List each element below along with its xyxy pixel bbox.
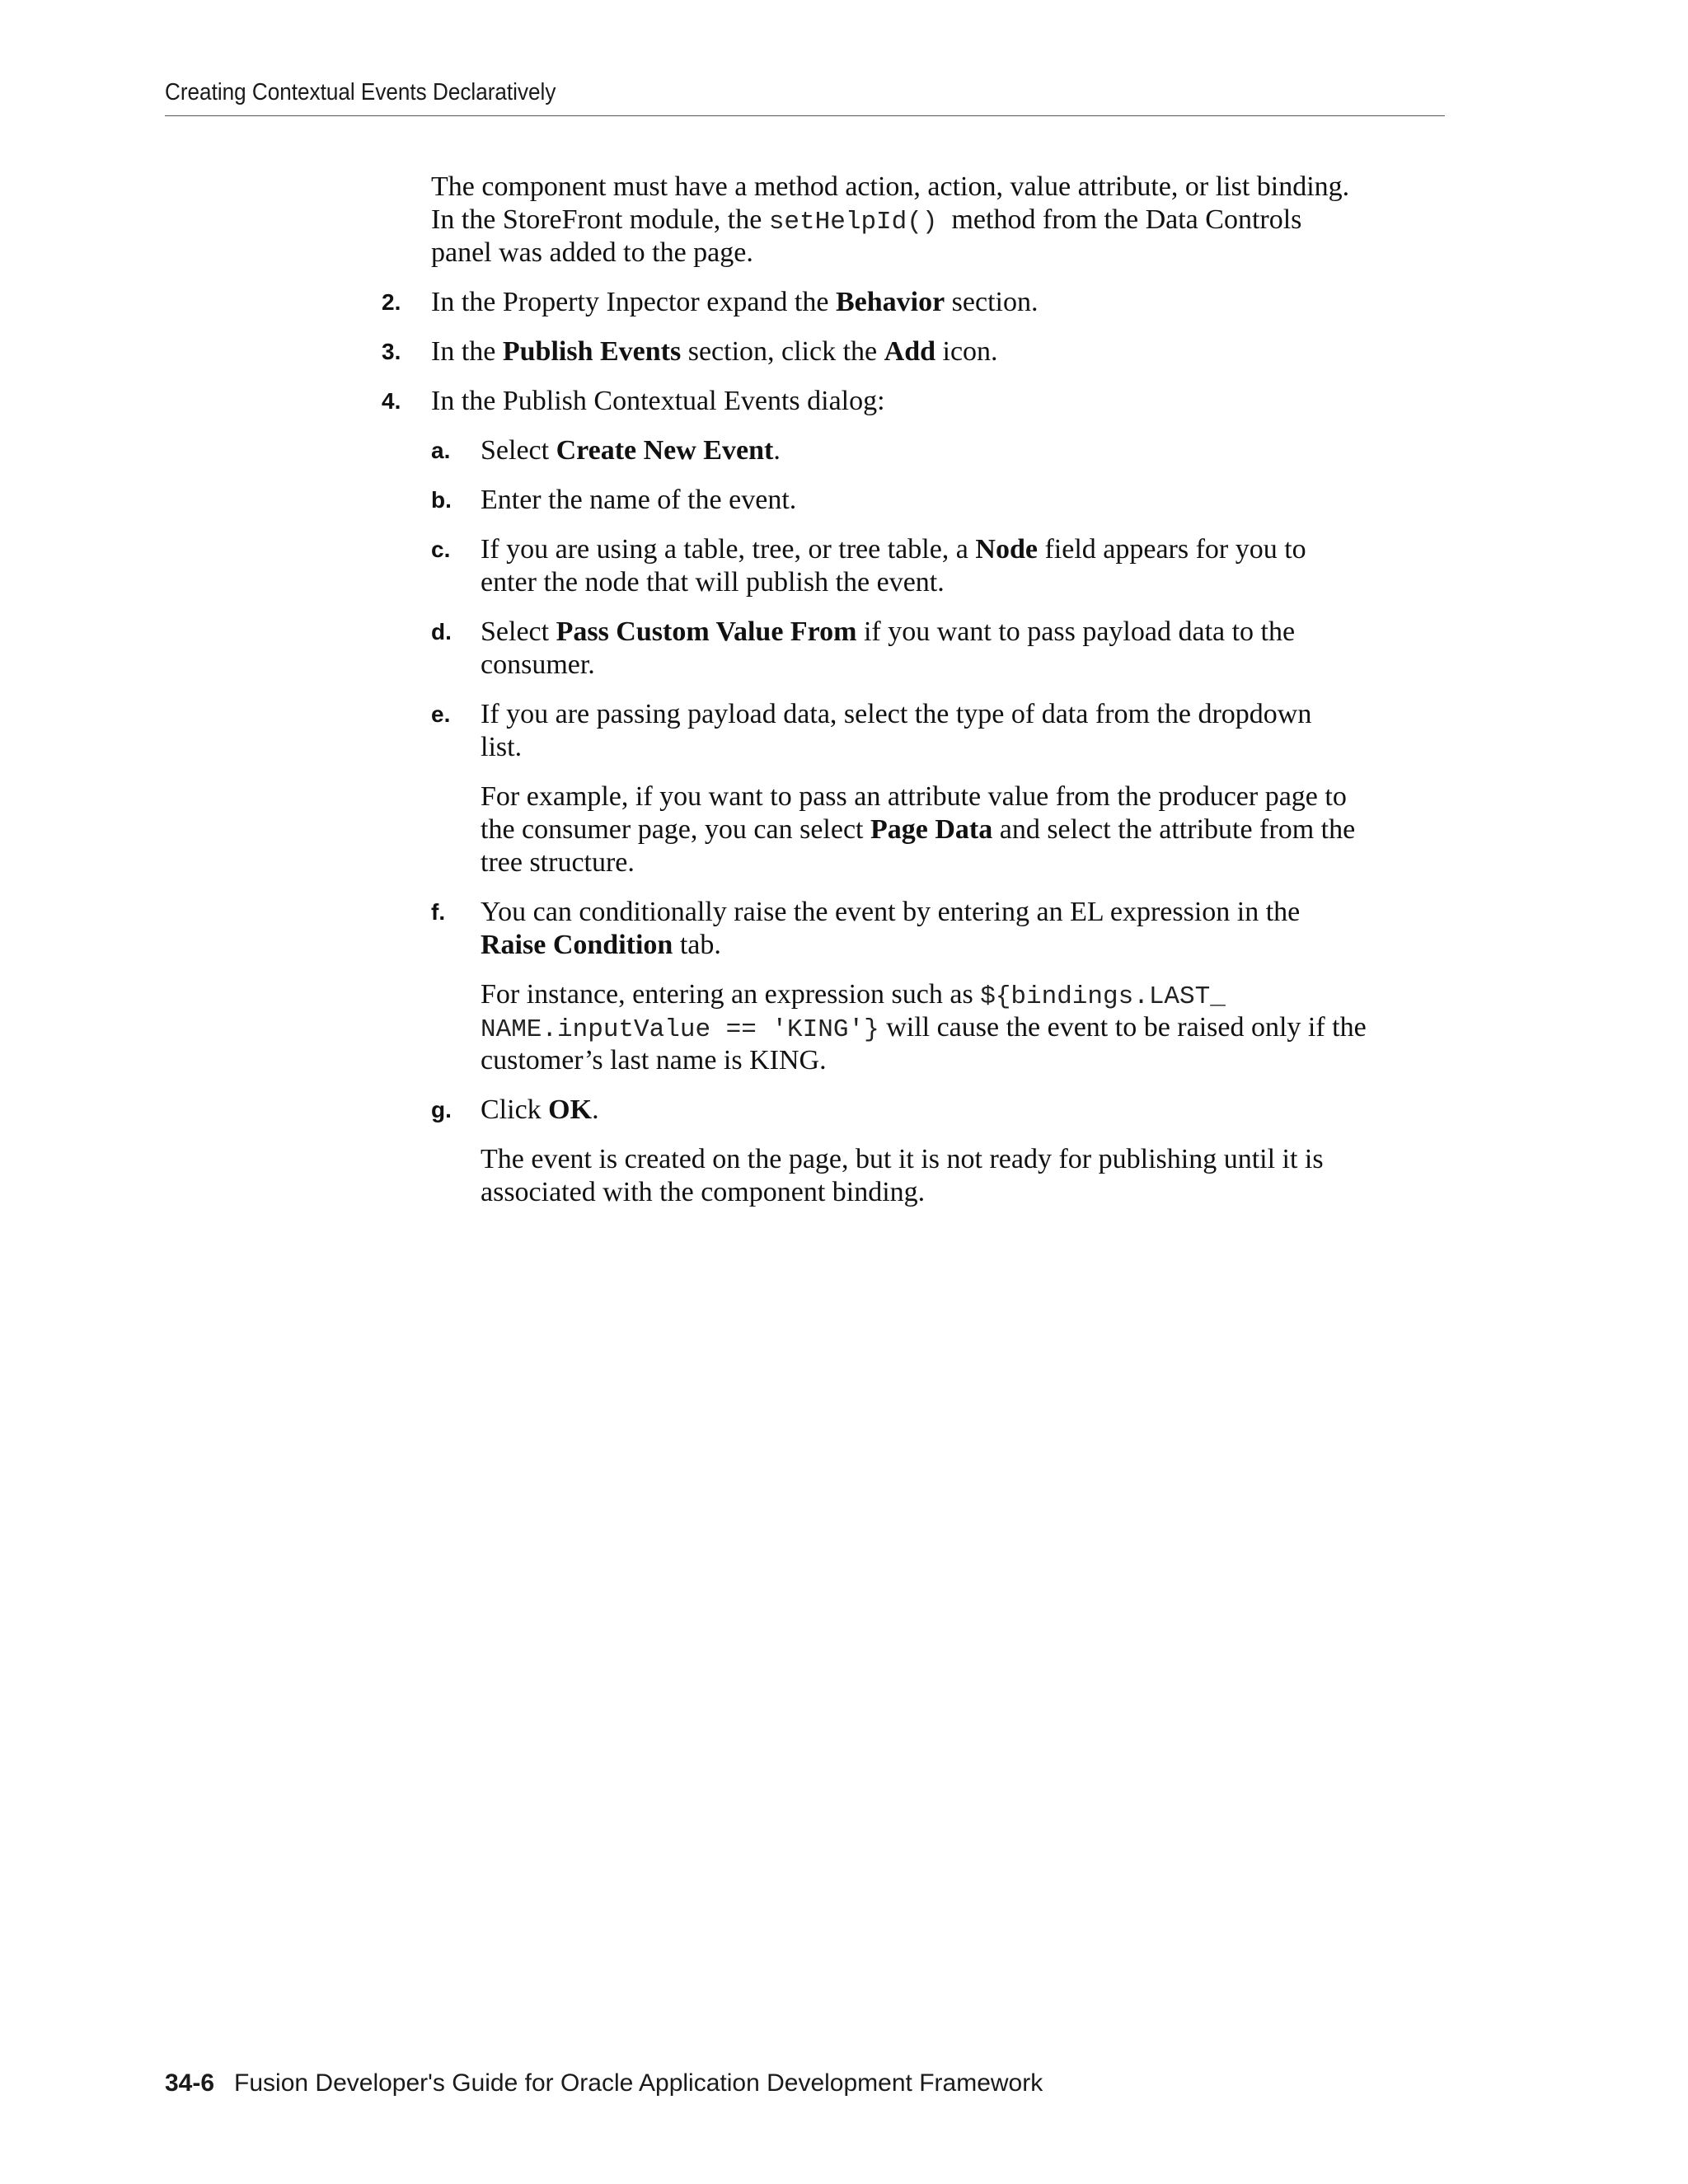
step-text: In the Property Inpector expand the [431,287,836,317]
running-header: Creating Contextual Events Declaratively [165,79,556,105]
substep-f-note-line-3: customer’s last name is KING. [481,1045,827,1076]
intro-line-2 [431,204,1301,239]
substep-d-line-2: consumer. [481,649,595,680]
code-sethelpid: setHelpId() [768,208,938,237]
step-3-text [431,335,998,368]
ui-term-publish-events: Publish Events [502,336,682,367]
ui-term-add: Add [884,336,936,367]
substep-f-note-line-1 [481,978,1226,1014]
substep-e-line-1: If you are passing payload data, select the type of data from the dropdown [481,699,1312,729]
code-el-expression: NAME.inputValue == 'KING'} [481,1015,879,1044]
ui-term-ok: OK [548,1094,593,1125]
substep-text: if you want to pass payload data to the [856,616,1296,647]
substep-d-line-1 [481,616,1295,649]
substep-f-line-1: You can conditionally raise the event by entering an EL expression in the [481,897,1301,927]
page-number: 34-6 [165,2069,215,2097]
substep-text: field appears for you to [1037,534,1306,565]
step-2-text [431,286,1038,319]
substep-f-line-2 [481,929,721,962]
step-number: 4. [382,388,401,414]
ui-term-pass-custom-value-from: Pass Custom Value From [556,616,857,647]
step-4-text: In the Publish Contextual Events dialog: [431,386,885,416]
substep-letter: d. [431,619,452,644]
substep-text: Click [481,1094,549,1125]
substep-text: . [773,435,781,466]
substep-c-line-2: enter the node that will publish the event. [481,567,945,598]
substep-b-text: Enter the name of the event. [481,485,797,515]
substep-text: . [592,1094,599,1125]
note-text: and select the attribute from the [992,814,1356,845]
step-text: section. [945,287,1039,317]
note-text: For instance, entering an expression such as [481,979,981,1010]
intro-line-1: The component must have a method action, action, value attribute, or list binding. [431,171,1350,202]
book-title: Fusion Developer's Guide for Oracle Application Development Framework [234,2069,1043,2097]
substep-letter: b. [431,487,452,513]
code-el-expression: ${bindings.LAST_ [980,982,1226,1011]
substep-e-note-line-2 [481,813,1355,846]
ui-term-create-new-event: Create New Event [556,435,774,466]
substep-a-text [481,434,781,467]
substep-e-note-line-1: For example, if you want to pass an attribute value from the producer page to [481,781,1347,812]
substep-text: Select [481,616,556,647]
substep-text: Select [481,435,556,466]
ui-term-page-data: Page Data [870,814,993,845]
substep-letter: f. [431,899,446,925]
ui-term-raise-condition: Raise Condition [481,930,673,960]
substep-text: tab. [673,930,721,960]
substep-g-note-line-1: The event is created on the page, but it is not ready for publishing until it is [481,1144,1324,1174]
substep-letter: e. [431,701,451,727]
intro-line-3: panel was added to the page. [431,237,753,268]
substep-letter: g. [431,1097,452,1122]
substep-letter: a. [431,438,451,463]
substep-g-text [481,1094,599,1127]
step-text: In the [431,336,503,367]
header-rule [165,115,1445,116]
note-text: the consumer page, you can select [481,814,870,845]
substep-text: If you are using a table, tree, or tree table, a [481,534,976,565]
substep-e-line-2: list. [481,732,523,762]
note-text: will cause the event to be raised only if the [879,1012,1367,1043]
substep-f-note-line-2 [481,1011,1367,1047]
step-number: 2. [382,289,401,315]
substep-e-note-line-3: tree structure. [481,847,635,878]
step-number: 3. [382,339,401,364]
substep-c-line-1 [481,533,1306,566]
step-text: icon. [935,336,998,367]
page-footer [165,2069,1043,2098]
step-text: section, click the [681,336,884,367]
ui-term-behavior: Behavior [835,287,945,317]
substep-letter: c. [431,537,451,562]
ui-term-node: Node [975,534,1038,565]
substep-g-note-line-2: associated with the component binding. [481,1177,926,1207]
intro-line-2-text: In the StoreFront module, the [431,204,769,235]
intro-line-2-rest: method from the Data Controls [937,204,1302,235]
